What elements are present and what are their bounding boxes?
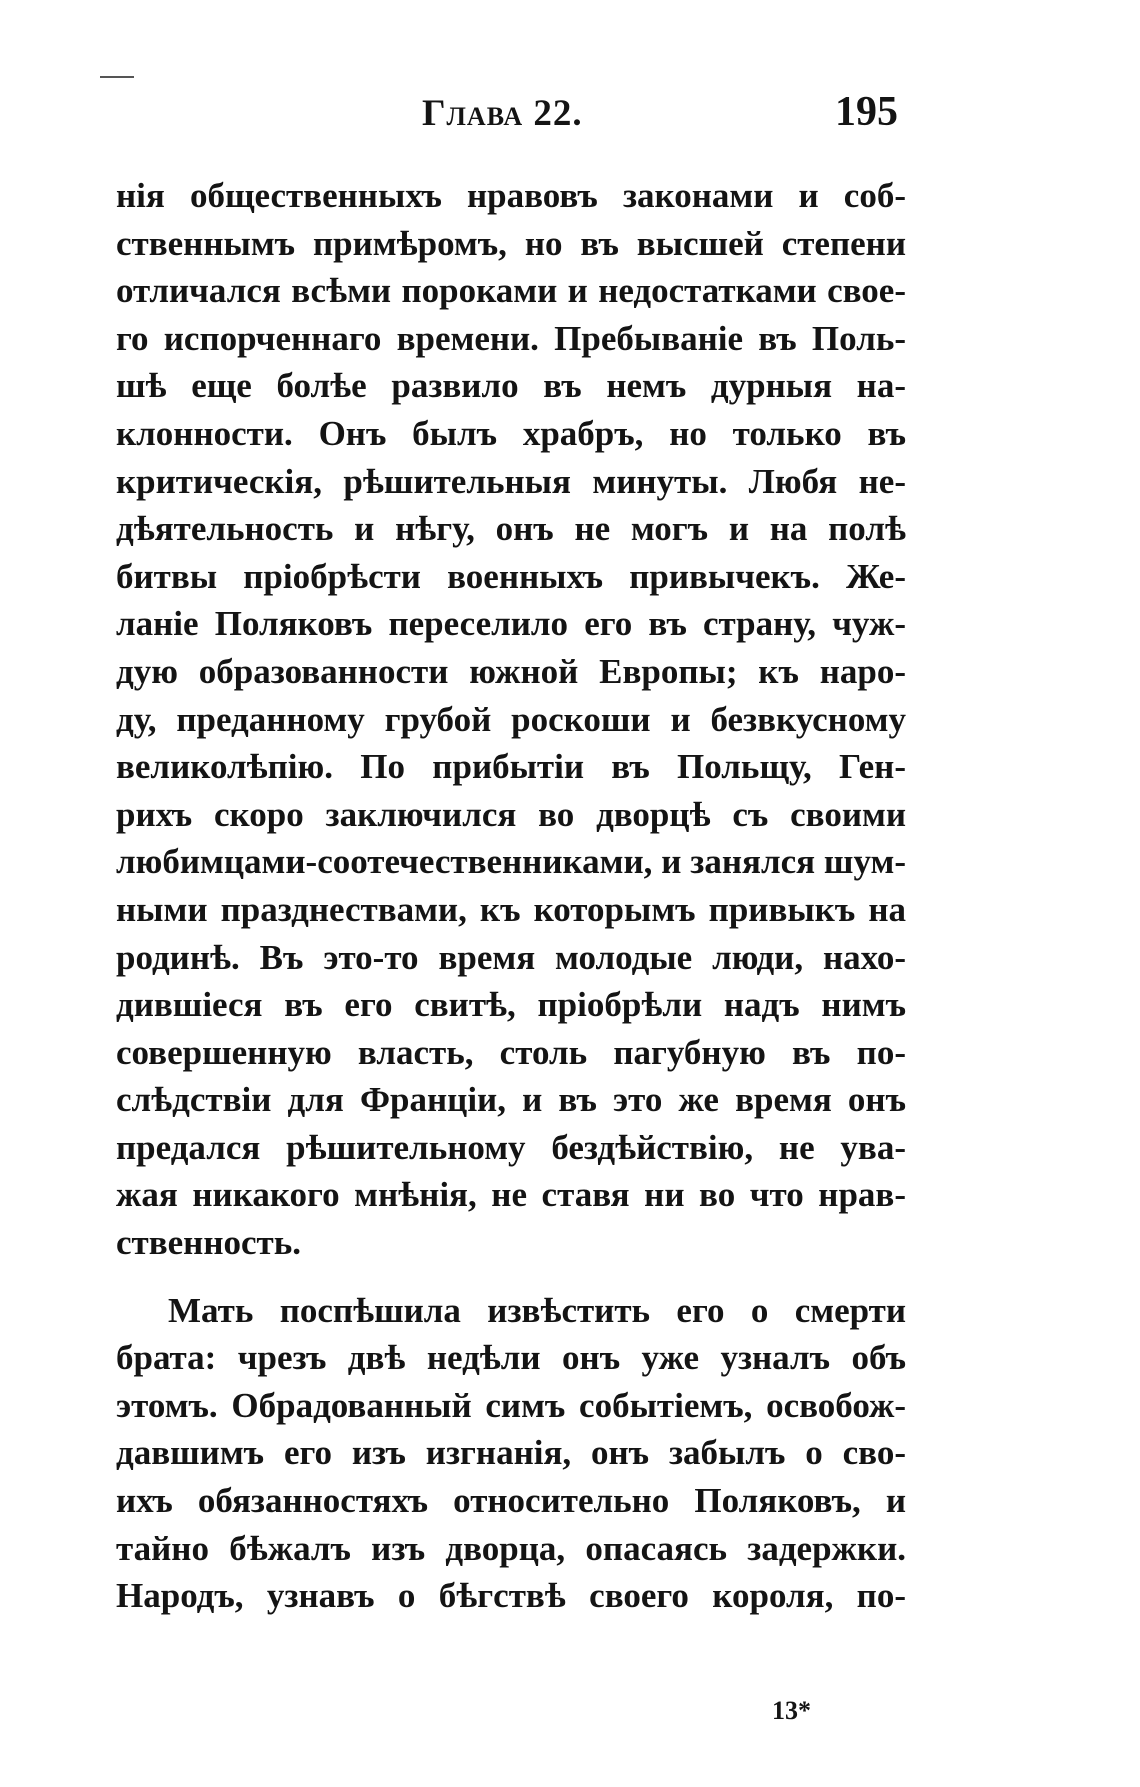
text-line: клонности. Онъ былъ храбръ, но только въ [116,413,906,453]
text-line: ланіе Поляковъ переселило его въ страну, чуж- [116,604,906,644]
text-line: отличался всѣми пороками и недостатками свое- [116,271,906,311]
text-line: дѣятельность и нѣгу, онъ не могъ и на полѣ [116,509,906,549]
body-text [116,172,906,1620]
text-line: шѣ еще болѣе развило въ немъ дурныя на- [116,366,906,406]
signature-mark: 13* [772,1696,811,1725]
text-line: этомъ. Обрадованный симъ событіемъ, освобож- [116,1385,906,1425]
text-line: тайно бѣжалъ изъ дворца, опасаясь задержки. [116,1528,906,1568]
text-line: любимцами-соотечественниками, и занялся шум- [116,842,906,882]
text-line: жая никакого мнѣнія, не ставя ни во что нрав- [116,1175,906,1215]
text-line: ихъ обязанностяхъ относительно Поляковъ, и [116,1481,906,1521]
text-line: слѣдствіи для Франціи, и въ это же время онъ [116,1080,906,1120]
text-line: предался рѣшительному бездѣйствію, не ува- [116,1127,906,1167]
text-line: нія общественныхъ нравовъ законами и соб- [116,176,906,215]
top-left-rule [100,76,134,78]
text-line-first: Мать поспѣшила извѣстить его о смерти [168,1290,906,1330]
text-line: брата: чрезъ двѣ недѣли онъ уже узналъ объ [116,1338,906,1378]
page-header [116,88,898,148]
text-line: критическія, рѣшительныя минуты. Любя не- [116,461,906,501]
text-line: давшимъ его изъ изгнанія, онъ забылъ о сво- [116,1433,906,1473]
running-title: Глава 22. [422,93,583,134]
text-line: го испорченнаго времени. Пребываніе въ Поль- [116,318,906,358]
text-line: ду, преданному грубой роскоши и безвкусному [116,699,906,739]
text-line: ными празднествами, къ которымъ привыкъ на [116,889,906,929]
paragraph-2 [116,1287,906,1620]
text-line: великолѣпію. По прибытіи въ Польщу, Ген- [116,747,906,787]
text-line: дившіеся въ его свитѣ, пріобрѣли надъ нимъ [116,985,906,1025]
page-number: 195 [835,89,898,135]
paragraph-gap [116,1267,906,1287]
text-line: рихъ скоро заключился во дворцѣ съ своими [116,794,906,834]
paragraph-1 [116,172,906,1267]
text-line: Народъ, узнавъ о бѣгствѣ своего короля, по- [116,1576,906,1616]
text-line: ственнымъ примѣромъ, но въ высшей степени [116,223,906,263]
text-line: битвы пріобрѣсти военныхъ привычекъ. Же- [116,556,906,596]
text-line: совершенную власть, столь пагубную въ по- [116,1032,906,1072]
text-line: дую образованности южной Европы; къ наро- [116,651,906,691]
text-line: родинѣ. Въ это-то время молодые люди, нахо- [116,937,906,977]
text-line-last: ственность. [116,1223,301,1263]
